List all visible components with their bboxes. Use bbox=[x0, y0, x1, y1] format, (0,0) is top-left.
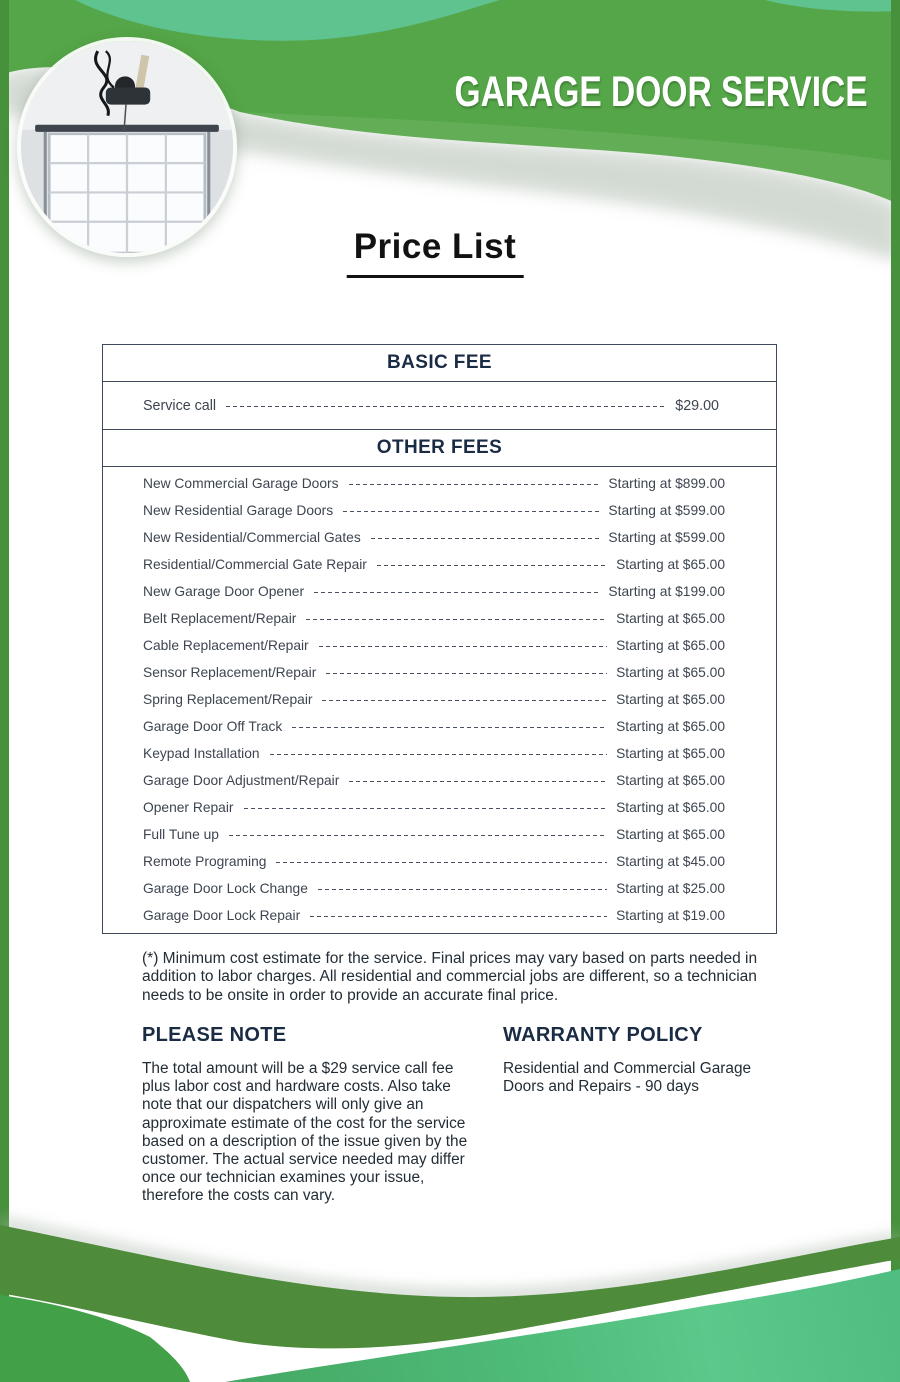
garage-photo bbox=[17, 37, 237, 257]
price-table bbox=[102, 344, 777, 934]
fee-price: Starting at $199.00 bbox=[608, 584, 725, 599]
fee-label: Remote Programing bbox=[143, 854, 267, 869]
table-row bbox=[103, 470, 776, 497]
dashed-leader bbox=[326, 673, 607, 675]
fee-price: Starting at $65.00 bbox=[616, 611, 725, 626]
dashed-leader bbox=[343, 511, 599, 513]
please-note-section bbox=[142, 1024, 478, 1206]
warranty-policy-section bbox=[503, 1024, 788, 1096]
fee-label: Belt Replacement/Repair bbox=[143, 611, 297, 626]
fee-price: Starting at $65.00 bbox=[616, 719, 725, 734]
warranty-policy-body: Residential and Commercial Garage Doors and Repairs - 90 days bbox=[503, 1060, 752, 1096]
fee-label: Sensor Replacement/Repair bbox=[143, 665, 317, 680]
dashed-leader bbox=[229, 835, 607, 837]
table-row bbox=[103, 875, 776, 902]
page-header-title: GARAGE DOOR SERVICE bbox=[454, 68, 868, 116]
fee-price: Starting at $25.00 bbox=[616, 881, 725, 896]
dashed-leader bbox=[322, 700, 607, 702]
fee-price: Starting at $65.00 bbox=[616, 800, 725, 815]
fee-label: Garage Door Lock Change bbox=[143, 881, 308, 896]
dashed-leader bbox=[276, 862, 607, 864]
table-row bbox=[103, 605, 776, 632]
fee-label: New Commercial Garage Doors bbox=[143, 476, 339, 491]
other-fees-heading: OTHER FEES bbox=[103, 430, 776, 467]
table-row bbox=[103, 659, 776, 686]
right-edge-stripe bbox=[891, 0, 900, 1382]
dashed-leader bbox=[270, 754, 607, 756]
fee-price: Starting at $19.00 bbox=[616, 908, 725, 923]
dashed-leader bbox=[314, 592, 599, 594]
fee-label: Service call bbox=[143, 397, 217, 414]
dashed-leader bbox=[226, 406, 666, 408]
fee-label: Spring Replacement/Repair bbox=[143, 692, 313, 707]
page-title: Price List bbox=[347, 227, 524, 278]
dashed-leader bbox=[349, 781, 607, 783]
dashed-leader bbox=[318, 889, 607, 891]
table-row bbox=[103, 848, 776, 875]
fee-price: Starting at $45.00 bbox=[616, 854, 725, 869]
dashed-leader bbox=[310, 916, 607, 918]
opener-unit bbox=[106, 87, 150, 104]
footer-wave-decoration bbox=[0, 1207, 900, 1382]
fee-label: New Residential/Commercial Gates bbox=[143, 530, 361, 545]
table-row bbox=[103, 382, 776, 430]
dashed-leader bbox=[349, 484, 600, 486]
table-row bbox=[103, 578, 776, 605]
fee-label: New Garage Door Opener bbox=[143, 584, 305, 599]
fee-price: Starting at $65.00 bbox=[616, 773, 725, 788]
fee-label: Garage Door Off Track bbox=[143, 719, 283, 734]
dashed-leader bbox=[319, 646, 607, 648]
table-row bbox=[103, 551, 776, 578]
fee-label: Garage Door Lock Repair bbox=[143, 908, 301, 923]
fee-price: Starting at $65.00 bbox=[616, 638, 725, 653]
table-row bbox=[103, 497, 776, 524]
table-row bbox=[103, 740, 776, 767]
fee-label: Residential/Commercial Gate Repair bbox=[143, 557, 367, 572]
dashed-leader bbox=[371, 538, 600, 540]
fee-label: Opener Repair bbox=[143, 800, 234, 815]
fee-label: Keypad Installation bbox=[143, 746, 260, 761]
fee-price: Starting at $65.00 bbox=[616, 746, 725, 761]
fee-label: Full Tune up bbox=[143, 827, 219, 842]
table-row bbox=[103, 524, 776, 551]
fee-price: Starting at $65.00 bbox=[616, 692, 725, 707]
fee-price: Starting at $599.00 bbox=[608, 530, 725, 545]
fee-price: Starting at $65.00 bbox=[616, 827, 725, 842]
table-row bbox=[103, 821, 776, 848]
fee-price: Starting at $65.00 bbox=[616, 557, 725, 572]
footnote: (*) Minimum cost estimate for the service. Final prices may vary based on parts needed in addition to labor charges. All residential and commercial jobs are different, so a technician needs to be onsite in order to provide an accurate final price. bbox=[142, 950, 758, 1004]
left-edge-stripe bbox=[0, 0, 9, 1382]
please-note-body: The total amount will be a $29 service call fee plus labor cost and hardware costs. Also take note that our dispatchers will only give an approximate estimate of the cost for the service based on a description of the issue given by the customer. The actual service needed may differ once our technician examines your issue, therefore the costs can vary. bbox=[142, 1060, 468, 1205]
fee-label: Cable Replacement/Repair bbox=[143, 638, 309, 653]
dashed-leader bbox=[244, 808, 608, 810]
table-row bbox=[103, 713, 776, 740]
table-row bbox=[103, 794, 776, 821]
dashed-leader bbox=[377, 565, 607, 567]
please-note-heading: PLEASE NOTE bbox=[142, 1024, 287, 1046]
table-row bbox=[103, 767, 776, 794]
table-row bbox=[103, 902, 776, 929]
fee-label: New Residential Garage Doors bbox=[143, 503, 334, 518]
other-fees-list bbox=[103, 467, 776, 933]
fee-price: Starting at $599.00 bbox=[608, 503, 725, 518]
fee-price: $29.00 bbox=[675, 397, 719, 414]
fee-price: Starting at $899.00 bbox=[608, 476, 725, 491]
dashed-leader bbox=[306, 619, 607, 621]
torsion-bar bbox=[35, 125, 219, 132]
table-row bbox=[103, 686, 776, 713]
fee-label: Garage Door Adjustment/Repair bbox=[143, 773, 340, 788]
warranty-policy-heading: WARRANTY POLICY bbox=[503, 1024, 703, 1046]
basic-fee-heading: BASIC FEE bbox=[103, 345, 776, 382]
table-row bbox=[103, 632, 776, 659]
fee-price: Starting at $65.00 bbox=[616, 665, 725, 680]
dashed-leader bbox=[292, 727, 607, 729]
